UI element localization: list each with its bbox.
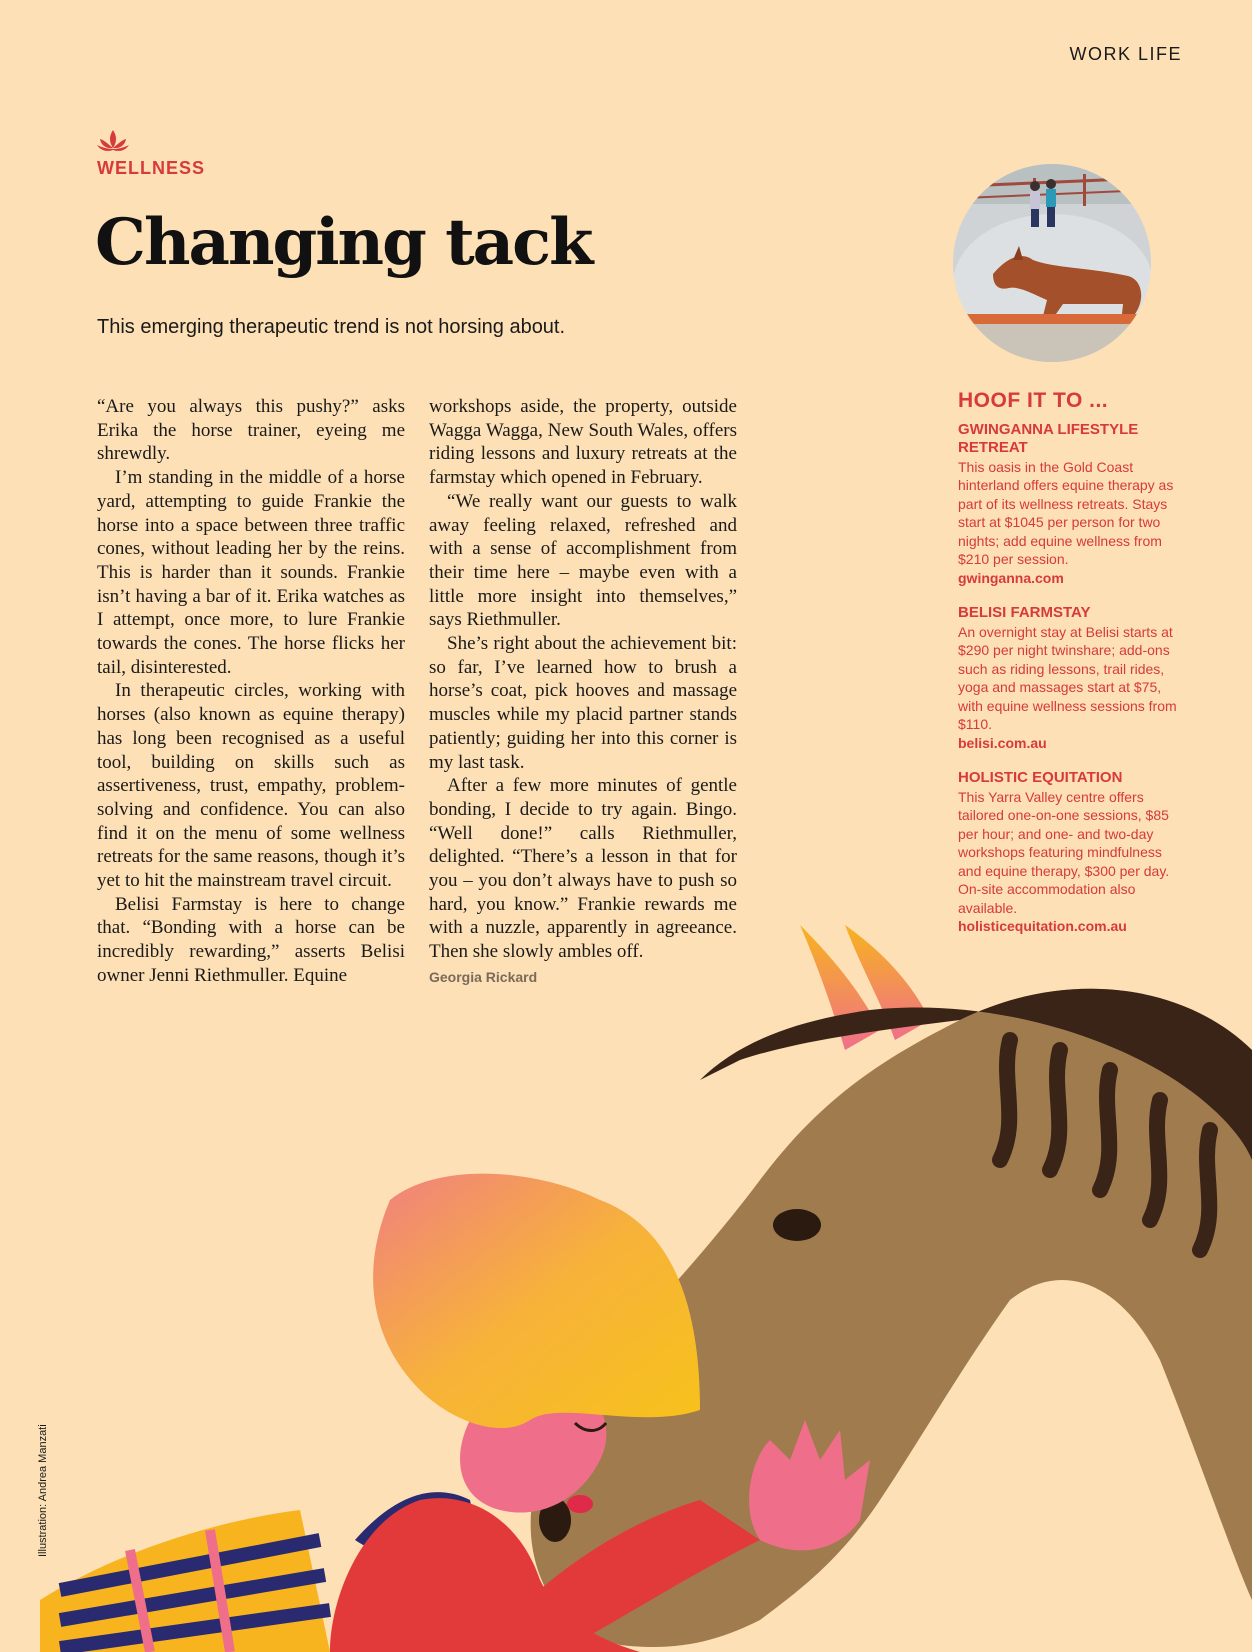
venue-url[interactable]: gwinganna.com — [958, 569, 1064, 586]
article-paragraph: In therapeutic circles, working with horses (also known as equine therapy) has long been recognised as a useful tool, building on skills such as assertiveness, trust, empathy, problem-solving and confidence. You can also find it on the menu of some wellness retreats for the same reasons, though it’s yet to hit the mainstream travel circuit. — [97, 680, 405, 892]
venue-url[interactable]: holisticequitation.com.au — [958, 918, 1127, 934]
article-paragraph: Belisi Farmstay is here to change that. “Bonding with a horse can be incredibly rewarding,” asserts Belisi owner Jenni Riethmuller. Equine — [97, 893, 405, 986]
article-paragraph: I’m standing in the middle of a horse yard, attempting to guide Frankie the horse into a space between three traffic cones, without leading her by the reins. This is harder than it sounds. Frankie isn’t having a bar of it. Erika watches as I attempt, once more, to lure Frankie towards the cones. The horse flicks her tail, disinterested. — [97, 467, 405, 678]
venue-description: This Yarra Valley centre offers tailored one-on-one sessions, $85 per hour; and one- and two-day workshops featuring mindfulness and equine therapy, $300 per day. On-site accommodation also available. — [958, 788, 1170, 916]
venue-name: HOLISTIC EQUITATION — [958, 769, 1123, 786]
article-column-1 — [97, 395, 405, 988]
article-paragraph: workshops aside, the property, outside Wagga Wagga, New South Wales, offers riding lessons and luxury retreats at the farmstay which opened in February. — [429, 396, 737, 489]
illustration-credit: Illustration: Andrea Manzati — [37, 1424, 49, 1557]
article-paragraph: She’s right about the achievement bit: so far, I’ve learned how to brush a horse’s coat, pick hooves and massage muscles while my placid partner stands patiently; guiding her into this corner is my last task. — [429, 633, 737, 773]
horse-eye — [773, 1209, 821, 1241]
article-paragraph: “We really want our guests to walk away feeling relaxed, refreshed and with a sense of accomplishment from their time here – maybe even with a little more insight into themselves,” says Riethmuller. — [429, 490, 737, 631]
byline: Georgia Rickard — [429, 968, 538, 985]
lotus-icon — [96, 128, 130, 154]
article-paragraph: “Are you always this pushy?” asks Erika the horse trainer, eyeing me shrewdly. — [97, 396, 405, 465]
article-paragraph: After a few more minutes of gentle bonding, I decide to try again. Bingo. “Well done!” calls Riethmuller, delighted. “There’s a lesson in that for you – you don’t always have to push so hard, you know.” Frankie rewards me with a nuzzle, apparently in agreeance. Then she slowly ambles off. — [429, 775, 737, 963]
venue-url[interactable]: belisi.com.au — [958, 734, 1047, 751]
horse-photo — [953, 164, 1151, 362]
woman-hugging-horse-illustration — [0, 900, 1252, 1652]
section-header: WORK LIFE — [1069, 44, 1182, 64]
venue-name: GWINGANNA LIFESTYLE RETREAT — [958, 420, 1139, 456]
venue-name: BELISI FARMSTAY — [958, 604, 1091, 621]
headline: Changing tack — [95, 205, 592, 280]
woman-striped-sleeve — [40, 1510, 330, 1652]
standfirst: This emerging therapeutic trend is not horsing about. — [97, 316, 566, 338]
sidebar-hoof-it-to — [958, 389, 1188, 953]
venue-description: This oasis in the Gold Coast hinterland offers equine therapy as part of its wellness retreats. Stays start at $1045 per person for two nights; add equine wellness from $210 per session. — [958, 458, 1174, 567]
section-kicker: WELLNESS — [97, 158, 206, 178]
venue-description: An overnight stay at Belisi starts at $290 per night twinshare; add-ons such as riding lessons, trail rides, yoga and massages start at $75, with equine wellness sessions from $110. — [958, 623, 1177, 732]
sidebar-title: HOOF IT TO ... — [958, 389, 1109, 412]
venue-item — [958, 604, 1188, 752]
woman-hair — [373, 1174, 700, 1428]
woman-lips — [567, 1495, 593, 1513]
venue-item — [958, 421, 1188, 588]
